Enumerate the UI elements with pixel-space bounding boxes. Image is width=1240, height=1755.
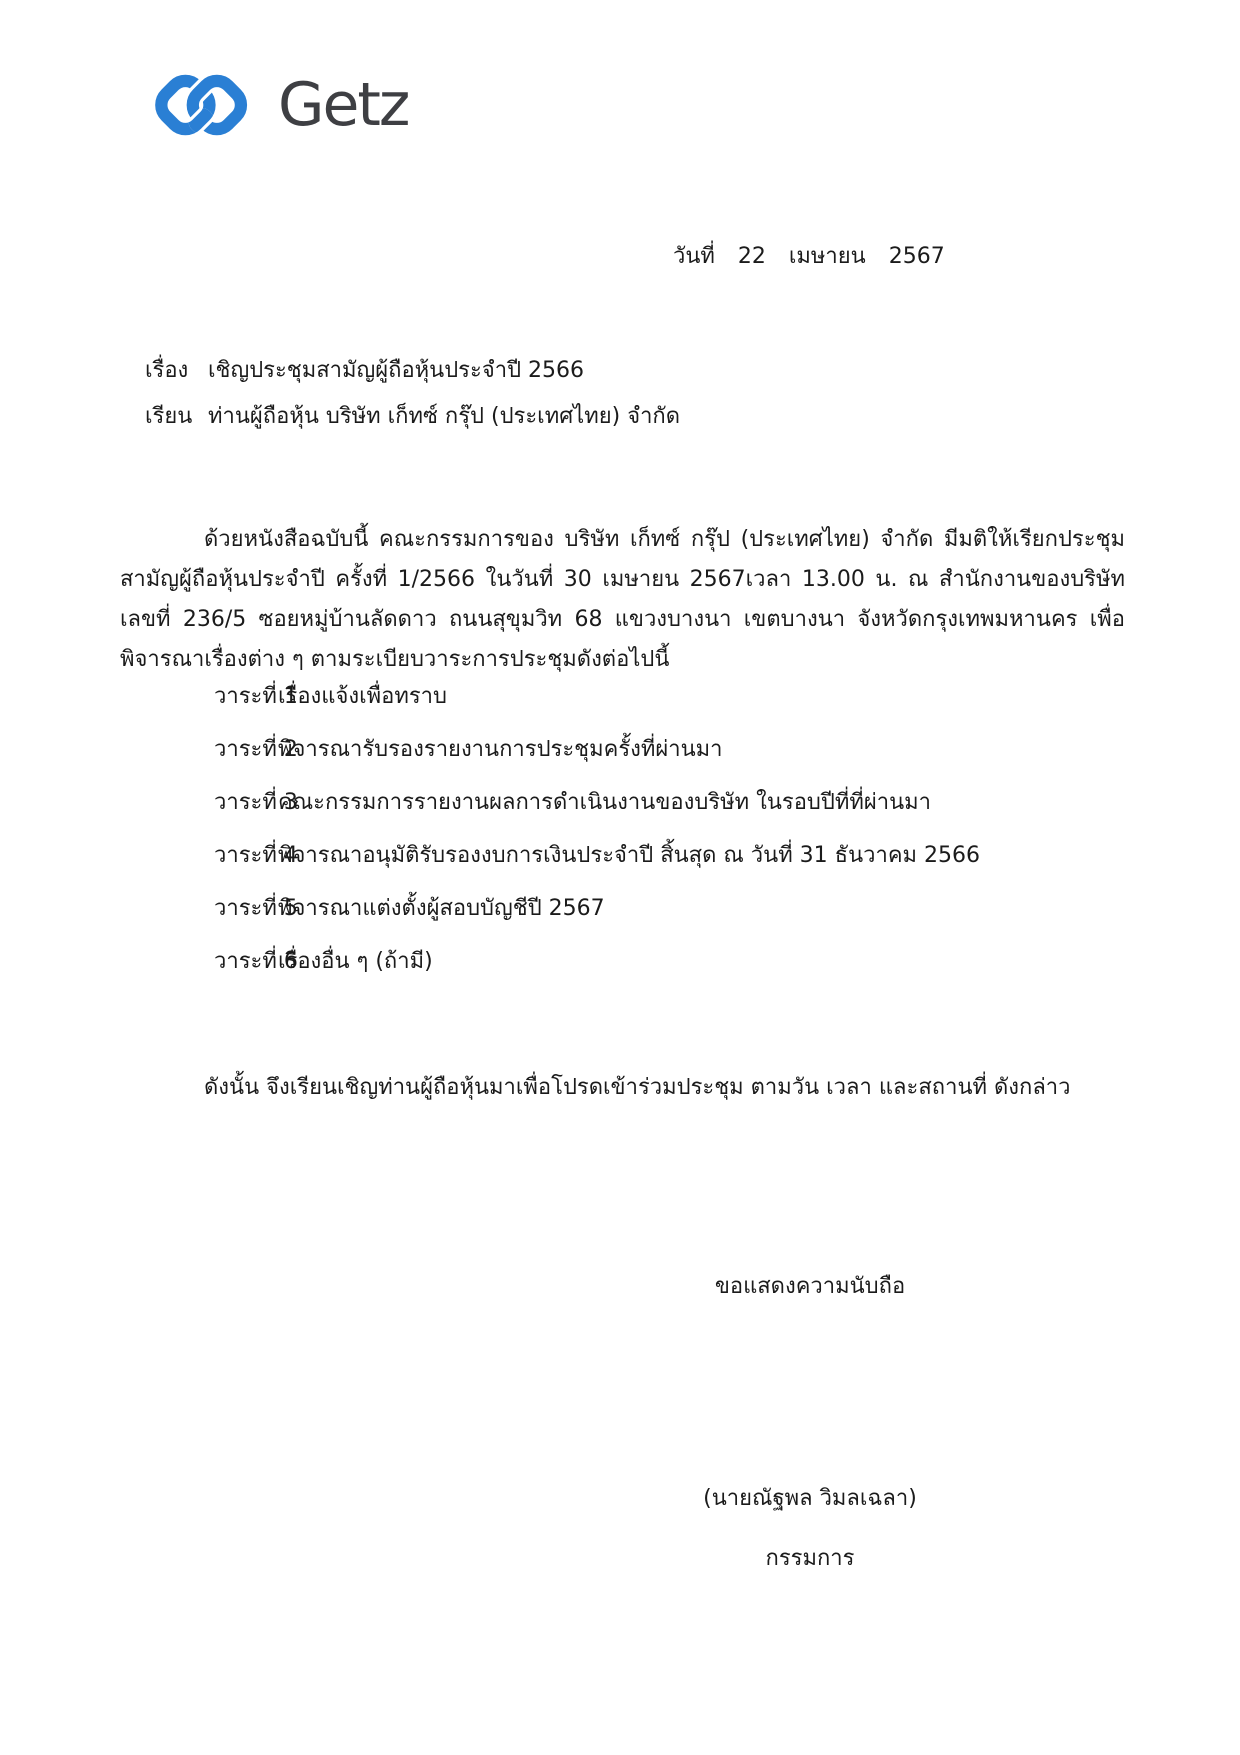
subject-row — [145, 352, 584, 387]
date-month: เมษายน — [788, 244, 866, 269]
date-day: 22 — [737, 244, 766, 269]
agenda-text: เรื่องแจ้งเพื่อทราบ — [278, 684, 447, 709]
agenda-text: พิจารณาแต่งตั้งผู้สอบบัญชีปี 2567 — [278, 896, 605, 921]
agenda-row-6 — [214, 943, 433, 978]
agenda-text: พิจารณาอนุมัติรับรองงบการเงินประจำปี สิ้นสุด ณ วันที่ 31 ธันวาคม 2566 — [278, 843, 981, 868]
agenda-label: วาระที่ 6 — [214, 949, 298, 974]
agenda-row-3 — [214, 784, 931, 819]
agenda-label: วาระที่ 3 — [214, 790, 298, 815]
subject-text: เชิญประชุมสามัญผู้ถือหุ้นประจำปี 2566 — [208, 358, 585, 383]
agenda-row-2 — [214, 731, 723, 766]
brand-text: Getz — [278, 70, 409, 140]
agenda-label: วาระที่ 4 — [214, 843, 298, 868]
agenda-text: คณะกรรมการรายงานผลการดำเนินงานของบริษัท ในรอบปีที่ที่ผ่านมา — [278, 790, 931, 815]
agenda-label: วาระที่ 2 — [214, 737, 298, 762]
company-logo — [150, 64, 408, 146]
date-year: 2567 — [888, 244, 945, 269]
date-line — [673, 238, 945, 273]
subject-label: เรื่อง — [145, 358, 189, 383]
date-label: วันที่ — [673, 244, 715, 269]
closing-phrase: ขอแสดงความนับถือ — [714, 1274, 906, 1299]
agenda-row-1 — [214, 678, 447, 713]
salutation-text: ท่านผู้ถือหุ้น บริษัท เก็ทซ์ กรุ๊ป (ประเทศไทย) จำกัด — [208, 404, 681, 429]
agenda-label: วาระที่ 5 — [214, 896, 298, 921]
salutation-row — [145, 398, 680, 433]
agenda-text: พิจารณารับรองรายงานการประชุมครั้งที่ผ่านมา — [278, 737, 723, 762]
signer-title: กรรมการ — [765, 1546, 855, 1571]
agenda-text: เรื่องอื่น ๆ (ถ้ามี) — [278, 949, 433, 974]
interlocked-links-icon — [150, 64, 268, 146]
agenda-row-5 — [214, 890, 605, 925]
signer-name: (นายณัฐพล วิมลเฉลา) — [703, 1486, 917, 1511]
closing-paragraph: ดังนั้น จึงเรียนเชิญท่านผู้ถือหุ้นมาเพื่อโปรดเข้าร่วมประชุม ตามวัน เวลา และสถานที่ ดังกล่าว — [204, 1075, 1071, 1100]
salutation-label: เรียน — [145, 404, 193, 429]
body-paragraph: ด้วยหนังสือฉบับนี้ คณะกรรมการของ บริษัท เก็ทซ์ กรุ๊ป (ประเทศไทย) จำกัด มีมติให้เรียกประชุมสามัญผู้ถือหุ้นประจำปี ครั้งที่ 1/2566 ในวันที่ 30 เมษายน 2567เวลา 13.00 น. ณ สำนักงานของบริษัท เลขที่ 236/5 ซอยหมู่บ้านลัดดาว ถนนสุขุมวิท 68 แขวงบางนา เขตบางนา จังหวัดกรุงเทพมหานคร เพื่อพิจารณาเรื่องต่าง ๆ ตามระเบียบวาระการประชุมดังต่อไปนี้ — [120, 527, 1125, 672]
agenda-label: วาระที่ 1 — [214, 684, 298, 709]
agenda-row-4 — [214, 837, 980, 872]
